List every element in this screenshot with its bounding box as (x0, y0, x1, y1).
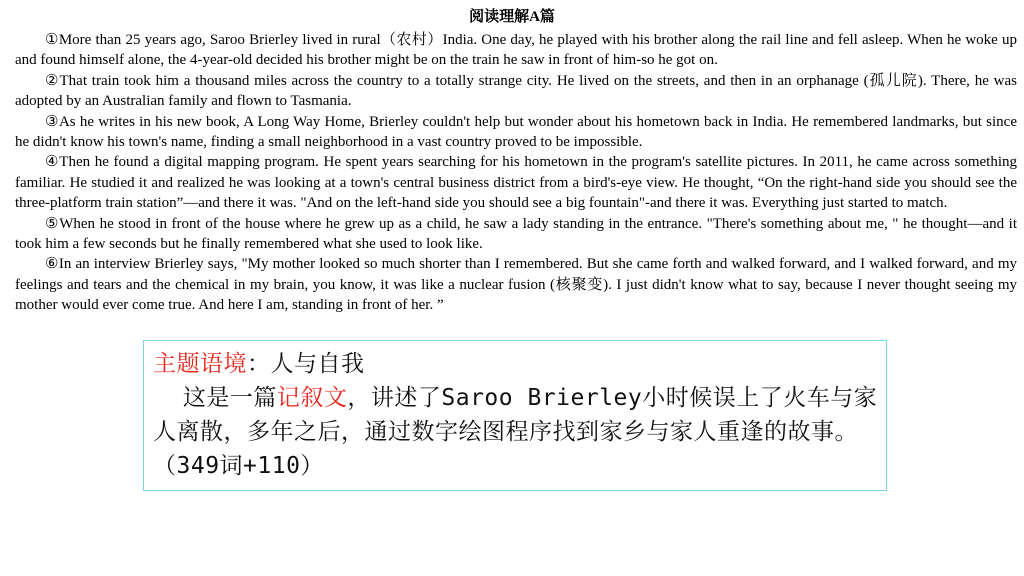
theme-separator: ： (247, 351, 271, 377)
paragraph-6: ⑥In an interview Brierley says, "My mother looked so much shorter than I remembered. But she came forth and walked forward, and I walked forward, and my feelings and tears and the chemical in my brain, you know, it was like a nuclear fusion (核聚变). I just didn't know what to say, because I never thought seeing my mother would ever come true. And here I am, standing in front of her. ” (15, 256, 1017, 314)
theme-line (153, 347, 878, 381)
paragraph-4: ④Then he found a digital mapping program. He spent years searching for his hometown in the program's satellite pictures. In 2011, he came across something familiar. He studied it and realized he was looking at a town's central business district from a bird's-eye view. He thought, “On the right-hand side you should see the three-platform train station”—and there it was. "And on the left-hand side you should see a big fountain"-and there it was. Everything just started to match. (15, 154, 1017, 212)
genre-label: 记叙文 (276, 385, 348, 411)
reading-passage (15, 30, 1017, 316)
summary-text (153, 381, 878, 483)
theme-value: 人与自我 (270, 351, 365, 377)
summary-text-pre: 这是一篇 (182, 385, 277, 411)
paragraph-2: ②That train took him a thousand miles across the country to a totally strange city. He lived on the streets, and then in an orphanage (孤儿院). There, he was adopted by an Australian family and flown to Tasmania. (15, 72, 1017, 110)
summary-box (143, 340, 887, 491)
paragraph-5: ⑤When he stood in front of the house where he grew up as a child, he saw a lady standing in the entrance. "There's something about me, " he thought—and it took him a few seconds but he finally remembered what she used to look like. (15, 215, 1017, 253)
theme-label: 主题语境 (153, 351, 247, 377)
paragraph-1: ①More than 25 years ago, Saroo Brierley lived in rural（农村）India. One day, he played with his brother along the rail line and fell asleep. When he woke up and found himself alone, the 4-year-old decided his brother might be on the train he saw in front of him-so he got on. (15, 32, 1017, 69)
paragraph-3: ③As he writes in his new book, A Long Way Home, Brierley couldn't help but wonder about his hometown back in India. He remembered landmarks, but since he didn't know his town's name, finding a small neighborhood in a vast country proved to be impossible. (15, 113, 1017, 151)
page-title: 阅读理解A篇 (469, 9, 555, 25)
summary-text-post: ，讲述了Saroo Brierley小时候误上了火车与家人离散，多年之后，通过数字绘图程序找到家乡与家人重逢的故事。 （349词+110） (153, 385, 878, 479)
